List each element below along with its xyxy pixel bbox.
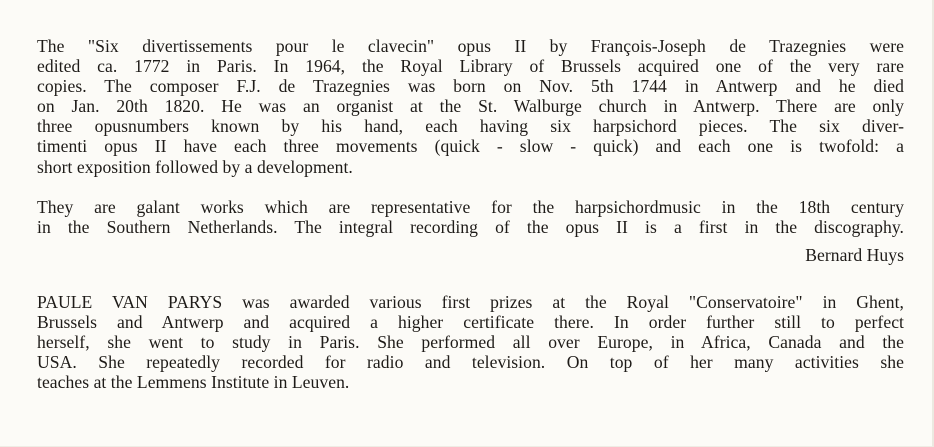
performer-paragraph bbox=[37, 292, 904, 392]
text-line: Brussels and Antwerp and acquired a higher certificate there. In order further still to perfect bbox=[37, 312, 904, 333]
author-signature: Bernard Huys bbox=[805, 245, 904, 265]
text-line: herself, she went to study in Paris. She performed all over Europe, in Africa, Canada and the bbox=[37, 332, 904, 353]
text-line: in the Southern Netherlands. The integral recording of the opus II is a first in the discography. bbox=[37, 217, 904, 238]
text-line: The "Six divertissements pour le clavecin" opus II by François-Joseph de Trazegnies were bbox=[37, 36, 904, 56]
composer-paragraph bbox=[37, 36, 904, 177]
text-line: on Jan. 20th 1820. He was an organist at the St. Walburge church in Antwerp. There are only bbox=[37, 96, 904, 117]
text-line: timenti opus II have each three movements (quick - slow - quick) and each one is twofold: a bbox=[37, 136, 904, 157]
text-line: copies. The composer F.J. de Trazegnies was born on Nov. 5th 1744 in Antwerp and he died bbox=[37, 76, 904, 97]
text-line: edited ca. 1772 in Paris. In 1964, the Royal Library of Brussels acquired one of the very rare bbox=[37, 56, 904, 77]
text-line: PAULE VAN PARYS was awarded various first prizes at the Royal "Conservatoire" in Ghent, bbox=[37, 292, 904, 312]
text-line: short exposition followed by a development. bbox=[37, 156, 353, 177]
text-line: USA. She repeatedly recorded for radio and television. On top of her many activities she bbox=[37, 352, 904, 373]
text-line: three opusnumbers known by his hand, each having six harpsichord pieces. The six diver- bbox=[37, 116, 904, 137]
works-paragraph bbox=[37, 197, 904, 237]
text-line: teaches at the Lemmens Institute in Leuven. bbox=[37, 372, 350, 393]
text-line: They are galant works which are representative for the harpsichordmusic in the 18th century bbox=[37, 197, 904, 217]
